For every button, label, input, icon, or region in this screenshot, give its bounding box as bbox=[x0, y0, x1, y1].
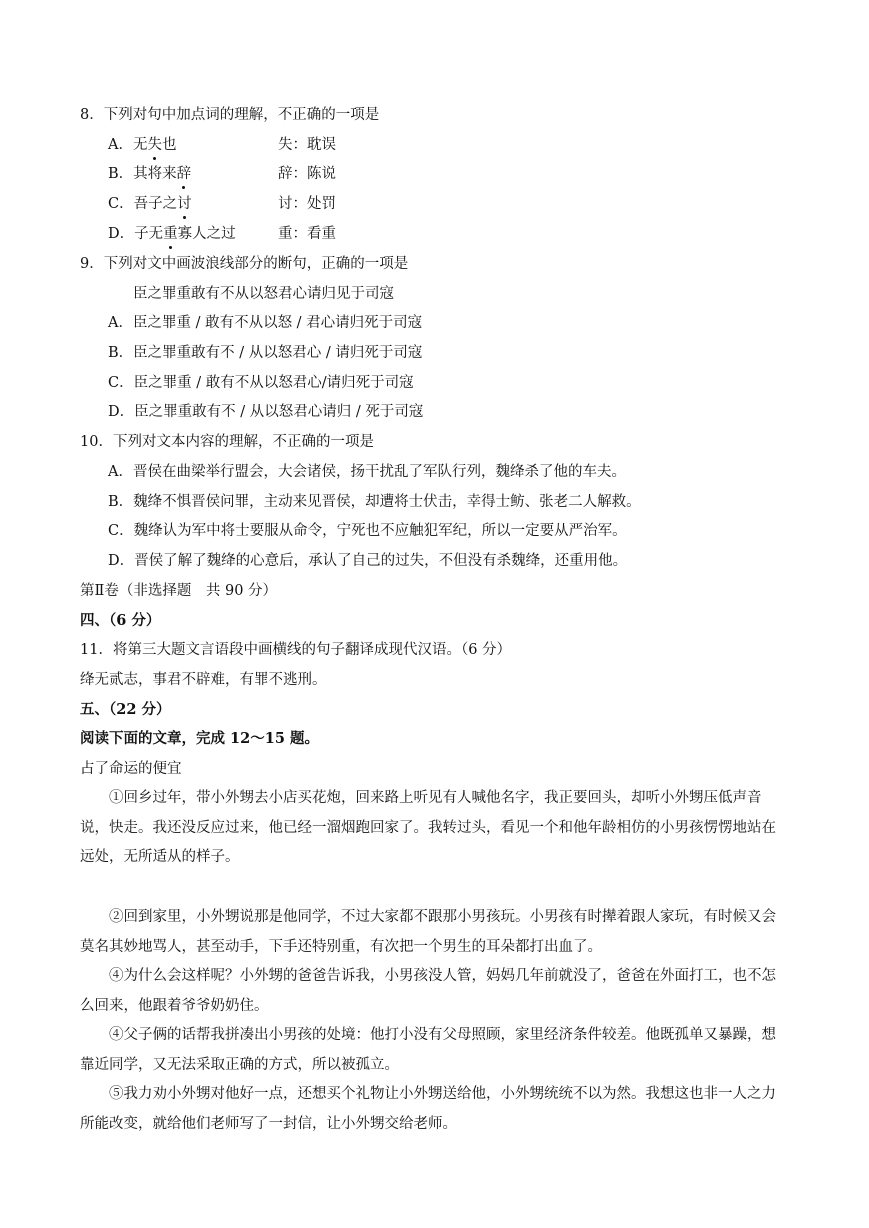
option-gloss: 重：看重 bbox=[278, 226, 336, 242]
option-post: 也 bbox=[161, 137, 177, 153]
q8-option-a bbox=[108, 135, 789, 155]
dotted-word: 失 bbox=[147, 137, 162, 153]
article-paragraph-3: ④为什么会这样呢？小外甥的爸爸告诉我，小男孩没人管，妈妈几年前就没了，爸爸在外面打工，也不怎么回来，他跟着爷爷奶奶住。 bbox=[80, 968, 776, 1014]
option-gloss: 讨：处罚 bbox=[278, 196, 336, 212]
article-paragraph-5: ⑤我力劝小外甥对他好一点，还想买个礼物让小外甥送给他，小外甥统统不以为然。我想这也非一人之力所能改变，就给他们老师写了一封信，让小外甥交给老师。 bbox=[80, 1086, 776, 1132]
article-paragraph-2: ②回到家里，小外甥说那是他同学，不过大家都不跟那小男孩玩。小男孩有时撵着跟人家玩，有时候又会莫名其妙地骂人，甚至动手，下手还特别重，有次把一个男生的耳朵都打出血了。 bbox=[80, 909, 776, 955]
option-post: 寡人之过 bbox=[177, 226, 236, 242]
section-5-instruction: 阅读下面的文章，完成 12～15 题。 bbox=[80, 730, 319, 747]
q11-sentence: 绛无贰志，事君不辟难，有罪不逃刑。 bbox=[80, 672, 327, 688]
q8-stem: 8．下列对句中加点词的理解，不正确的一项是 bbox=[80, 107, 380, 123]
q9-stem: 9．下列对文中画波浪线部分的断句，正确的一项是 bbox=[80, 256, 409, 272]
option-pre: A．无 bbox=[108, 137, 148, 153]
q8-option-c bbox=[108, 194, 789, 214]
section-5-title: 五、（22 分） bbox=[80, 701, 171, 718]
q10-option-c: C．魏绛认为军中将士要服从命令，宁死也不应触犯军纪，所以一定要从严治军。 bbox=[108, 523, 627, 539]
q9-option-c: C．臣之罪重 / 敢有不从以怒君心/请归死于司寇 bbox=[108, 375, 414, 391]
q9-sentence: 臣之罪重敢有不从以怒君心请归见于司寇 bbox=[133, 286, 394, 302]
dotted-word: 辞 bbox=[176, 166, 192, 182]
q10-option-d: D．晋侯了解了魏绛的心意后，承认了自己的过失，不但没有杀魏绛，还重用他。 bbox=[108, 553, 628, 569]
article-title: 占了命运的便宜 bbox=[80, 761, 182, 777]
q8-option-d bbox=[108, 224, 789, 244]
dotted-word: 重 bbox=[163, 226, 178, 242]
dotted-word: 讨 bbox=[177, 196, 192, 212]
q10-option-b: B．魏绛不惧晋侯问罪，主动来见晋侯，却遭将士伏击，幸得士鲂、张老二人解救。 bbox=[108, 494, 641, 510]
option-pre: D．子无 bbox=[108, 226, 164, 242]
q9-option-b: B．臣之罪重敢有不 / 从以怒君心 / 请归死于司寇 bbox=[108, 345, 423, 361]
q9-option-a: A．臣之罪重 / 敢有不从以怒 / 君心请归死于司寇 bbox=[108, 315, 423, 331]
volume-2-heading: 第Ⅱ卷（非选择题 共 90 分） bbox=[80, 583, 278, 599]
q9-option-d: D．臣之罪重敢有不 / 从以怒君心请归 / 死于司寇 bbox=[108, 404, 424, 420]
q10-stem: 10．下列对文本内容的理解，不正确的一项是 bbox=[80, 434, 374, 450]
article-paragraph-4: ④父子俩的话帮我拼凑出小男孩的处境：他打小没有父母照顾，家里经济条件较差。他既孤单又暴躁，想靠近同学，又无法采取正确的方式，所以被孤立。 bbox=[80, 1027, 776, 1073]
article-paragraph-1: ①回乡过年，带小外甥去小店买花炮，回来路上听见有人喊他名字，我正要回头，却听小外甥压低声音说，快走。我还没反应过来，他已经一溜烟跑回家了。我转过头，看见一个和他年龄相仿的小男孩愣愣地站在远处，无所适从的样子。 bbox=[80, 790, 776, 866]
option-pre: B．其将来 bbox=[108, 166, 177, 182]
q8-option-b bbox=[108, 164, 789, 184]
option-gloss: 辞：陈说 bbox=[278, 166, 336, 182]
section-4-title: 四、（6 分） bbox=[80, 612, 161, 629]
q10-option-a: A．晋侯在曲梁举行盟会，大会诸侯，扬干扰乱了军队行列，魏绛杀了他的车夫。 bbox=[108, 464, 626, 480]
option-gloss: 失：耽误 bbox=[278, 137, 336, 153]
option-pre: C．吾子之 bbox=[108, 196, 178, 212]
q11-stem: 11．将第三大题文言语段中画横线的句子翻译成现代汉语。（6 分） bbox=[80, 642, 512, 658]
